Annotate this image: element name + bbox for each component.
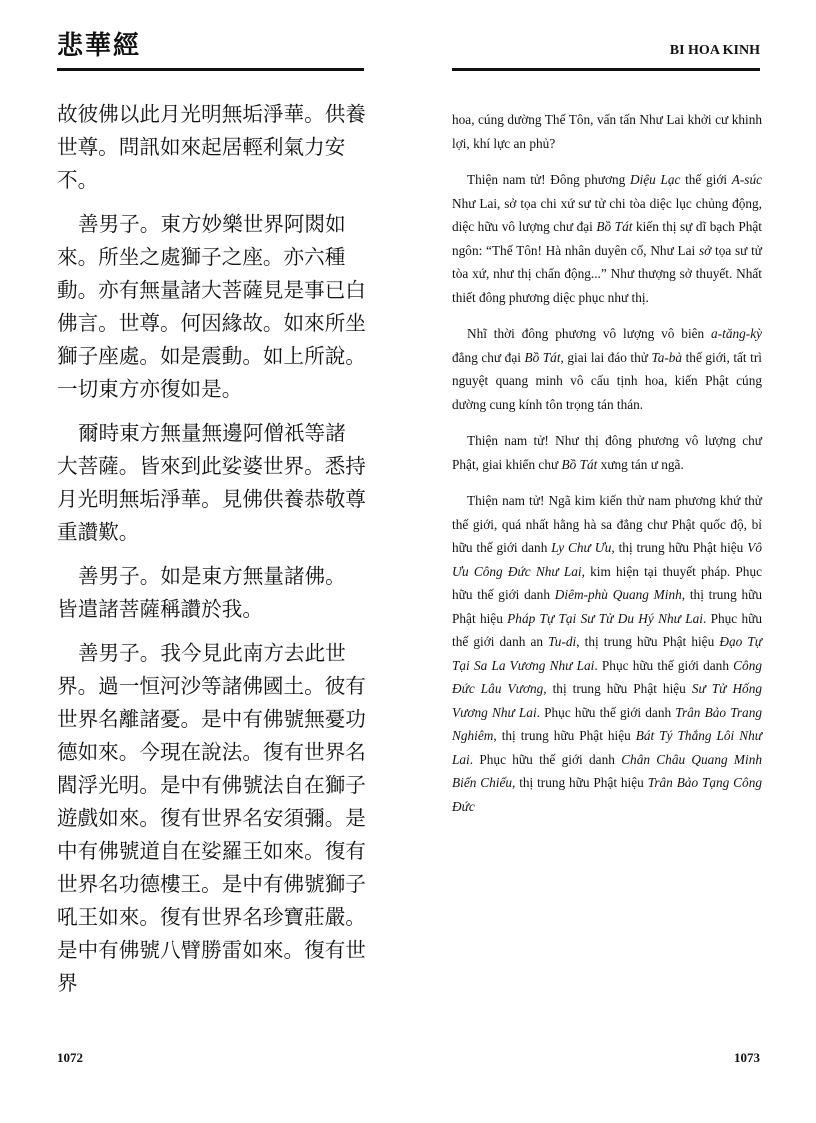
italic-term: sở — [698, 242, 712, 258]
text-run: , thị trung hữu Phật hiệu — [452, 587, 762, 626]
text-run: , thị trung hữu Phật hiệu — [512, 775, 648, 790]
vietnamese-paragraph: hoa, cúng dường Thế Tôn, vấn tấn Như Lai khởi cư khinh lợi, khí lực an phủ? — [452, 112, 762, 151]
text-run: , kim hiện tại thuyết pháp. Phục hữu thế giới danh — [452, 563, 762, 602]
chinese-text-block — [57, 98, 366, 1011]
italic-term: Diêm-phù Quang Minh — [554, 587, 682, 602]
text-run: , thị trung hữu Phật hiệu — [576, 634, 720, 649]
text-run: Thiện nam tử! Như thị đông phương vô lượng chư Phật, giai khiển chư — [452, 433, 762, 472]
text-run: , thị trung hữu Phật hiệu — [493, 728, 636, 743]
italic-term: Bồ Tát — [524, 349, 561, 365]
italic-term: Đạo Tự Tại Sa La Vương Như Lai — [452, 634, 762, 673]
text-run: xưng tán ư ngã. — [597, 456, 684, 472]
text-run: . Phục hữu thế giới danh — [469, 751, 622, 767]
italic-term: a-tăng-kỳ — [711, 326, 762, 341]
italic-term: Ly Chư Ưu — [551, 540, 612, 555]
page-number-left: 1072 — [57, 1050, 83, 1065]
text-run: kiến thị sự dĩ bạch Phật ngôn: “Thế Tôn! Hà nhân duyên cố, Như Lai — [452, 219, 763, 258]
right-page — [408, 0, 816, 1123]
italic-term: A-súc — [731, 172, 762, 187]
text-run: Thiện nam tử! Ngã kim kiến thử nam phương khứ thử thế giới, quá nhất hằng hà sa đẳng chư Phật quốc độ, bỉ hữu thế giới danh — [452, 493, 762, 555]
header-rule-left — [57, 68, 364, 71]
text-run: thế giới, tất trì nguyệt quang minh vô cấu tịnh hoa, kiến Phật cúng dường cung kính tôn trọng tán thán. — [452, 349, 762, 412]
vietnamese-paragraph — [452, 168, 762, 309]
italic-term: Sư Tử Hống Vương Như Lai — [452, 681, 762, 720]
italic-term: Diệu Lạc — [629, 172, 681, 187]
text-run: , thị trung hữu Phật hiệu — [543, 681, 692, 696]
text-run: Như Lai, sở tọa chi xứ sư tử chi tòa diệc lục chủng động, diệc hữu vô lượng chư đại — [452, 195, 762, 234]
chinese-paragraph: 故彼佛以此月光明無垢淨華。供養世尊。問訊如來起居輕利氣力安不。 — [57, 102, 366, 192]
italic-term: Tu-di — [548, 634, 577, 649]
vietnamese-paragraph — [452, 322, 762, 416]
text-run: . Phục hữu thế giới danh an — [452, 610, 763, 649]
text-run: thế giới — [680, 172, 732, 187]
italic-term: Trân Bảo Tạng Công Đức — [452, 775, 762, 814]
italic-term: Bát Tý Thắng Lôi Như Lai — [452, 728, 762, 767]
vietnamese-paragraph — [452, 429, 762, 476]
running-header-chinese: 悲華經 — [57, 31, 142, 61]
chinese-paragraph: 善男子。我今見此南方去此世界。過一恒河沙等諸佛國土。彼有世界名離諸憂。是中有佛號無憂功德如來。今現在說法。復有世界名閻浮光明。是中有佛號法自在獅子遊戲如來。復有世界名安須彌。是中有佛號道自在娑羅王如來。復有世界名功德樓王。是中有佛號獅子吼王如來。復有世界名珍寶莊嚴。是中有佛號八臂勝雷如來。復有世界 — [57, 641, 366, 995]
text-run: Nhĩ thời đông phương vô lượng vô biên — [467, 326, 712, 341]
italic-term: Vô Ưu Công Đức Như Lai — [452, 540, 762, 579]
italic-term: Bồ Tát — [596, 219, 633, 234]
text-run: tọa sư tử tòa xứ, như thị chấn động...” Như thượng sở thuyết. Nhất thiết đông phương diệc phục như thị. — [452, 242, 762, 305]
italic-term: Trân Bảo Trang Nghiêm — [452, 704, 762, 743]
italic-term: Bồ Tát — [561, 456, 598, 472]
text-run: đẳng chư đại — [452, 349, 525, 365]
text-run: . Phục hữu thế giới danh — [594, 657, 734, 673]
chinese-paragraph: 善男子。如是東方無量諸佛。皆遣諸菩薩稱讚於我。 — [57, 564, 346, 621]
text-run: , thị trung hữu Phật hiệu — [611, 540, 748, 555]
text-run: , giai lai đáo thử — [560, 349, 652, 365]
text-run: . Phục hữu thế giới danh — [536, 704, 676, 720]
italic-term: Ta-bà — [651, 349, 683, 365]
italic-term: Công Đức Lâu Vương — [452, 657, 762, 696]
vietnamese-text-block — [452, 108, 762, 831]
vietnamese-paragraph — [452, 489, 762, 818]
chinese-paragraph: 善男子。東方妙樂世界阿閦如來。所坐之處獅子之座。亦六種動。亦有無量諸大菩薩見是事已白佛言。世尊。何因緣故。如來所坐獅子座處。如是震動。如上所說。一切東方亦復如是。 — [57, 212, 366, 401]
page-number-right: 1073 — [734, 1050, 760, 1065]
italic-term: Pháp Tự Tại Sư Tử Du Hý Như Lai — [507, 610, 703, 626]
running-header-vietnamese: BI HOA KINH — [669, 43, 760, 58]
header-rule-right — [452, 68, 760, 71]
text-run: Thiện nam tử! Đông phương — [467, 172, 630, 187]
chinese-paragraph: 爾時東方無量無邊阿僧祇等諸大菩薩。皆來到此娑婆世界。悉持月光明無垢淨華。見佛供養恭敬尊重讚歎。 — [57, 421, 366, 544]
italic-term: Chân Châu Quang Minh Biến Chiếu — [452, 751, 763, 790]
